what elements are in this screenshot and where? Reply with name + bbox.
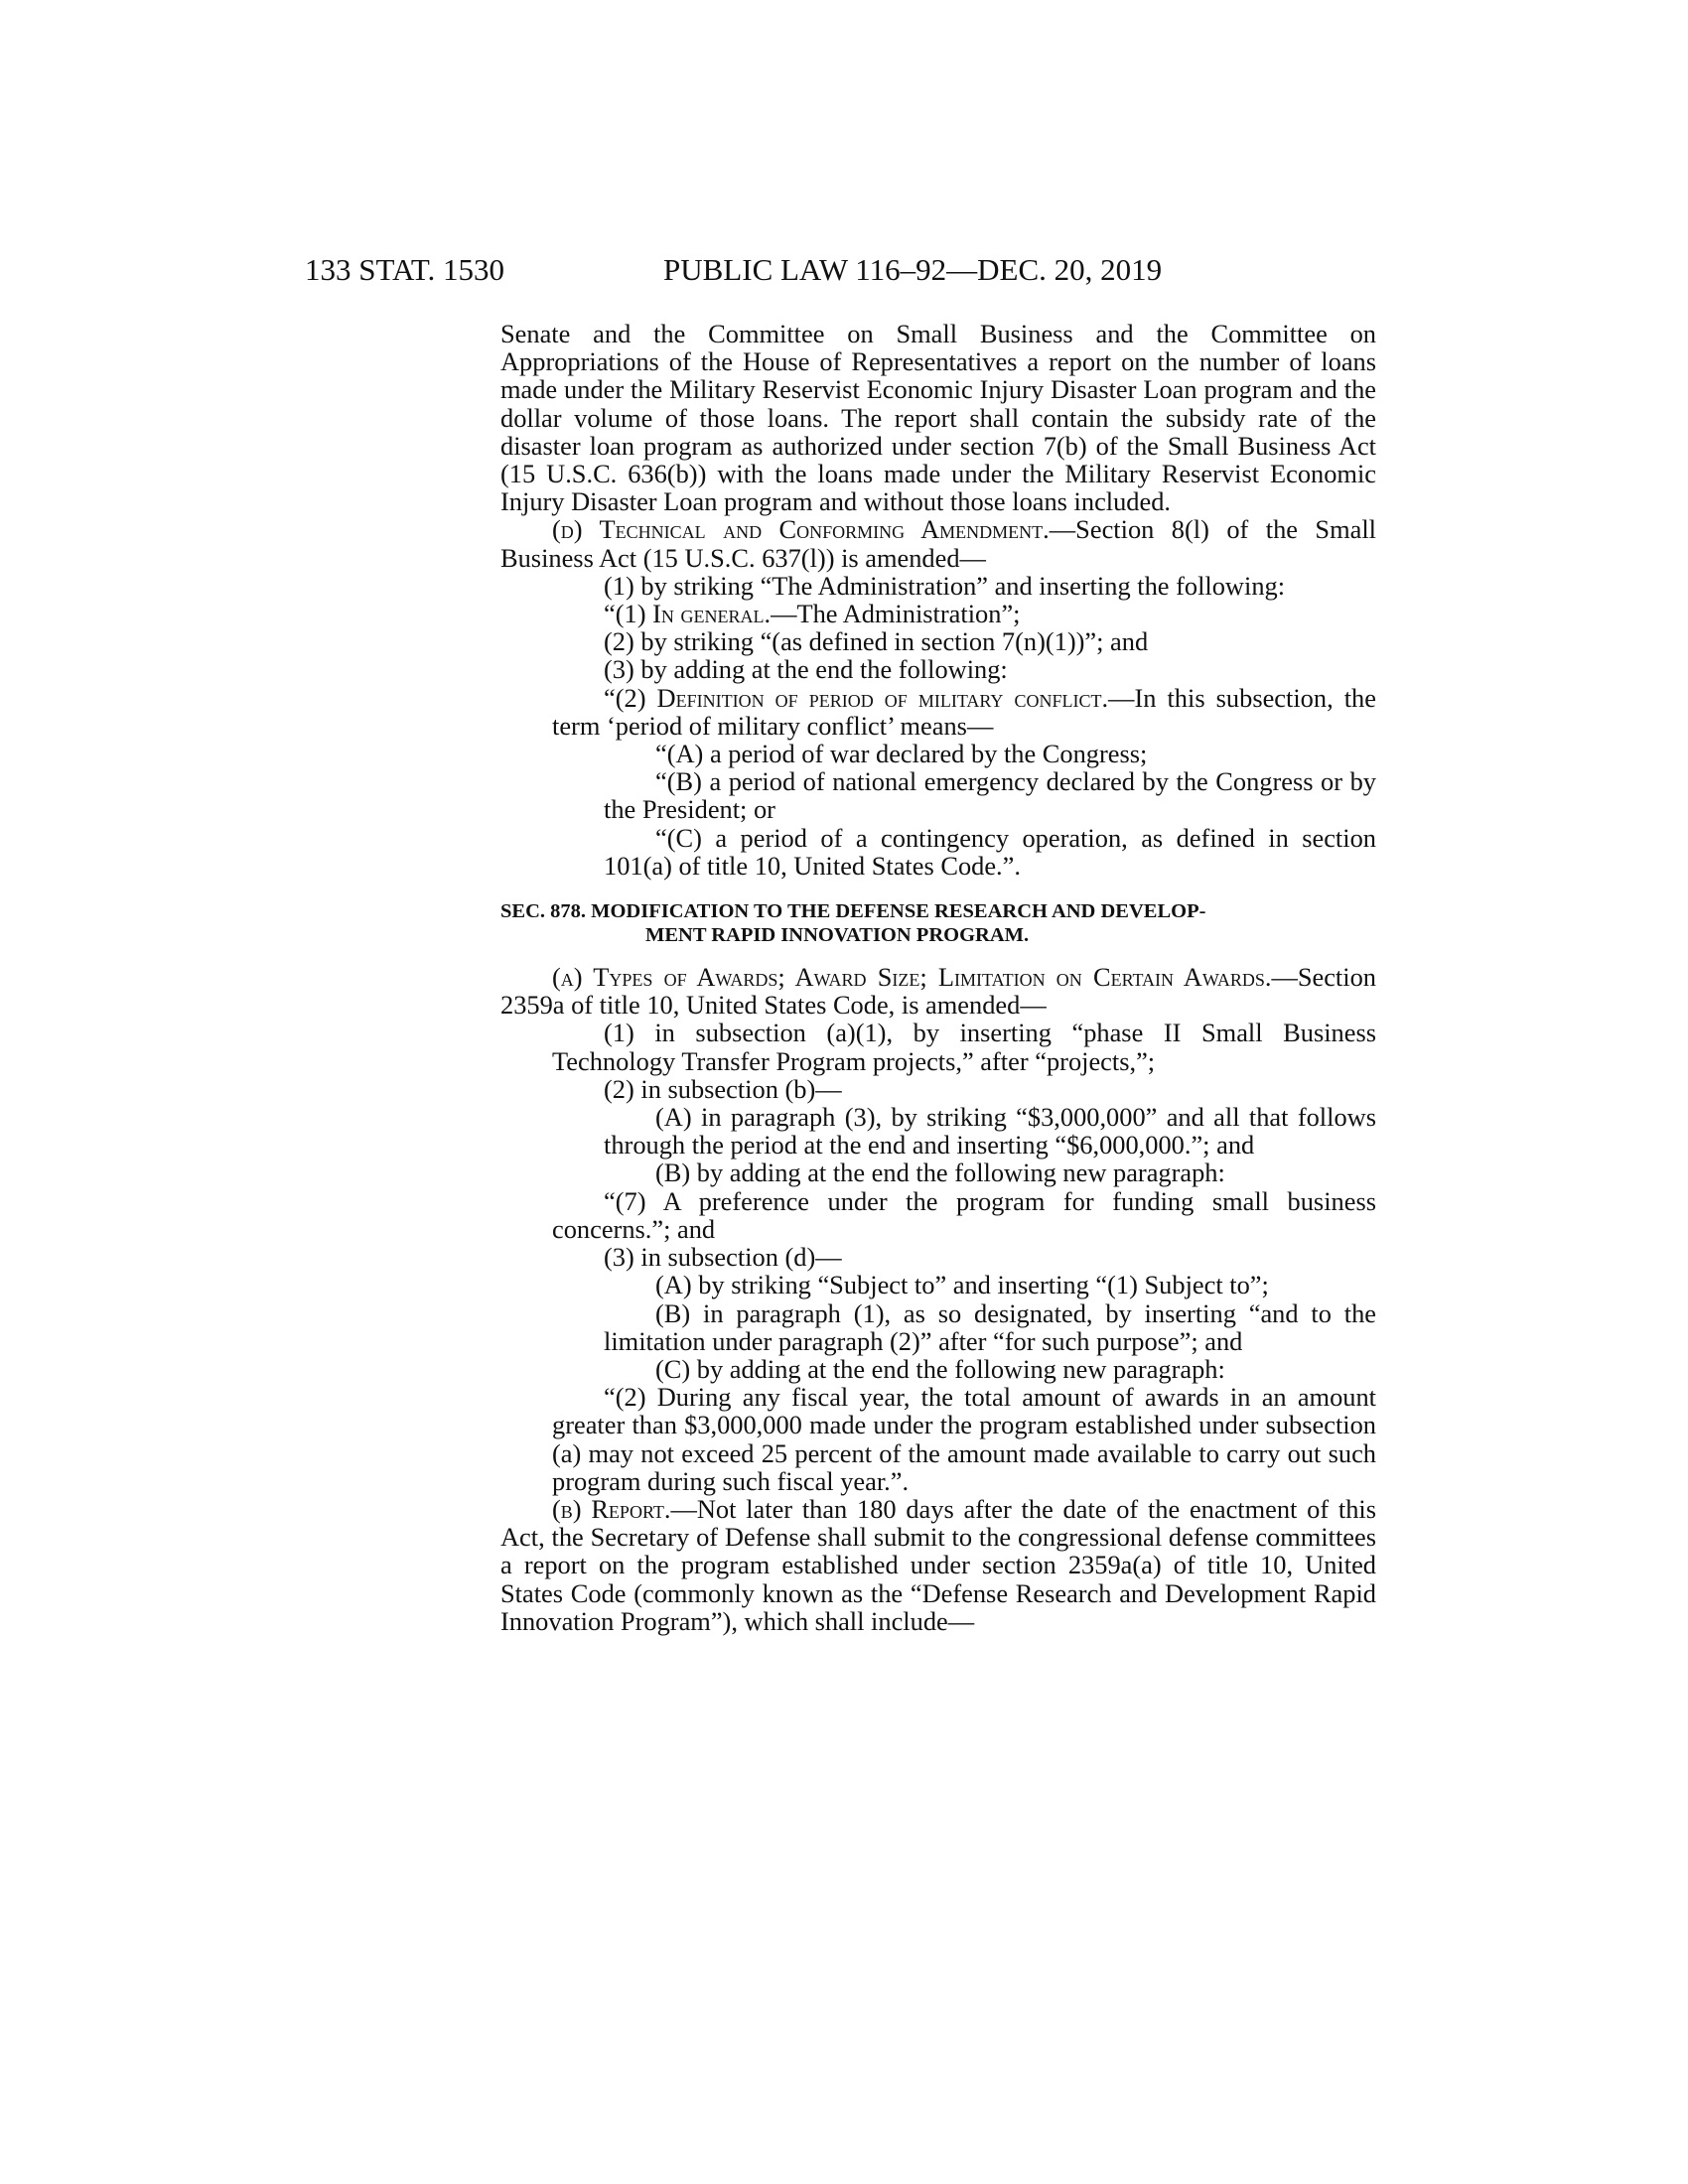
quoted-text: —The Administration”;: [771, 599, 1021, 629]
quoted-number: “(1): [604, 599, 653, 629]
subsection-b-heading: (b) Report.: [552, 1493, 671, 1524]
paragraph-a2: (2) in subsection (b)—: [604, 1073, 842, 1104]
subsection-b: [500, 1495, 1376, 1635]
paragraph-a3: (3) in subsection (d)—: [604, 1242, 842, 1273]
subsection-a-heading: (a) Types of Awards; Award Size; Limitation on Certain Awards.: [552, 962, 1272, 993]
subparagraph-dB: “(B) a period of national emergency declared by the Congress or by the President; or: [604, 766, 1376, 825]
public-law-header: PUBLIC LAW 116–92—DEC. 20, 2019: [663, 252, 1163, 287]
subparagraph-a2A: (A) in paragraph (3), by striking “$3,000,000” and all that follows through the period at the end and inserting “$6,000,000.”; and: [604, 1102, 1376, 1160]
subsection-d-heading: (d) Technical and Conforming Amendment.: [552, 514, 1050, 545]
subsection-b-text: —Not later than 180 days after the date of the enactment of this Act, the Secretary of Defense shall submit to the congressional defense committees a report on the program established under section 2359a(a) of title 10, United States Code (commonly known as the “Defense Research and Development Rapid Innovation Program”), which shall include—: [500, 1493, 1377, 1636]
paragraph-report-continuation: Senate and the Committee on Small Business and the Committee on Appropriations of the House of Representatives a report on the number of loans made under the Military Reservist Economic Injury Disaster Loan program and the dollar volume of those loans. The report shall contain the subsidy rate of the disaster loan program as authorized under section 7(b) of the Small Business Act (15 U.S.C. 636(b)) with the loans made under the Military Reservist Economic Injury Disaster Loan program and without those loans included.: [500, 319, 1376, 517]
subparagraph-dC: “(C) a period of a contingency operation, as defined in section 101(a) of title 10, United States Code.”.: [604, 822, 1376, 881]
subsection-a-text: —Section 2359a of title 10, United States Code, is amended—: [500, 962, 1376, 1021]
subparagraph-dA: “(A) a period of war declared by the Congress;: [655, 739, 1148, 769]
quoted-paragraph-d3: [500, 684, 1376, 740]
section-heading-line2: MENT RAPID INNOVATION PROGRAM.: [645, 924, 1030, 947]
paragraph-d2: (2) by striking “(as defined in section 7(n)(1))”; and: [604, 626, 1149, 657]
section-heading-line1: SEC. 878. MODIFICATION TO THE DEFENSE RESEARCH AND DEVELOP-: [500, 900, 1206, 923]
subparagraph-a3C: (C) by adding at the end the following new paragraph:: [655, 1353, 1225, 1384]
paragraph-d3: (3) by adding at the end the following:: [604, 654, 1008, 685]
paragraph-d1: (1) by striking “The Administration” and inserting the following:: [604, 570, 1286, 601]
stat-page-number: 133 STAT. 1530: [305, 252, 505, 287]
subsection-d-text: —Section 8(l) of the Small Business Act (15 U.S.C. 637(l)) is amended—: [500, 514, 1376, 573]
document-body: [500, 320, 1376, 1635]
subparagraph-a3B: (B) in paragraph (1), as so designated, by inserting “and to the limitation under paragraph (2)” after “for such purpose”; and: [604, 1297, 1376, 1356]
quoted-heading: In general.: [652, 599, 772, 629]
subsection-a: [500, 963, 1376, 1019]
quoted-number: “(2): [604, 682, 657, 713]
subparagraph-a3A: (A) by striking “Subject to” and inserting “(1) Subject to”;: [655, 1270, 1269, 1300]
quoted-text: —In this subsection, the term ‘period of military conflict’ means—: [552, 682, 1376, 741]
quoted-paragraph-a3C: “(2) During any fiscal year, the total amount of awards in an amount greater than $3,000,000 made under the program established under subsection (a) may not exceed 25 percent of the amount made available to carry out such program during such fiscal year.”.: [552, 1382, 1376, 1496]
quoted-paragraph-d1: [500, 600, 1376, 627]
subparagraph-a2B: (B) by adding at the end the following new paragraph:: [655, 1158, 1225, 1188]
paragraph-a1: (1) in subsection (a)(1), by inserting “phase II Small Business Technology Transfer Program projects,” after “projects,”;: [552, 1018, 1376, 1076]
quoted-paragraph-a2B: “(7) A preference under the program for funding small business concerns.”; and: [552, 1185, 1376, 1244]
subsection-d: [500, 515, 1376, 571]
quoted-heading: Definition of period of military conflict.: [656, 682, 1109, 713]
section-heading: [500, 899, 1376, 947]
